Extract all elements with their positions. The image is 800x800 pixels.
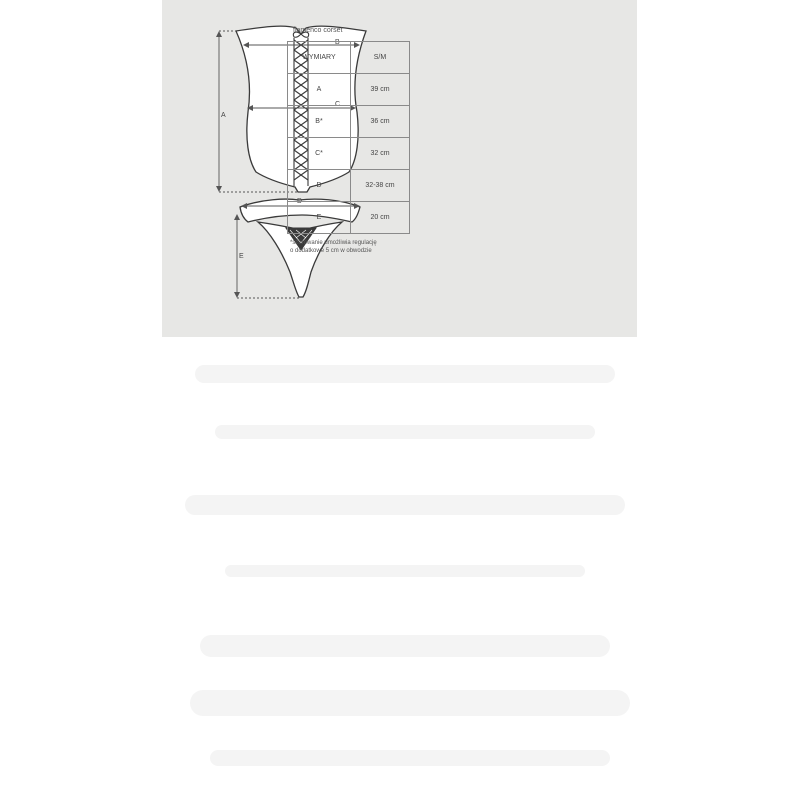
table-row (288, 170, 410, 202)
dimension-c-label: C (335, 101, 341, 108)
table-row (288, 106, 410, 138)
table-cell-dimension: C* (288, 138, 351, 170)
adjustment-footnote (290, 239, 420, 255)
table-cell-value: 32 cm (351, 138, 410, 170)
table-cell-dimension: B* (288, 106, 351, 138)
size-table-header-size: S/M (351, 42, 410, 74)
table-cell-dimension: E (288, 202, 351, 234)
table-cell-value: 39 cm (351, 74, 410, 106)
table-cell-value: 36 cm (351, 106, 410, 138)
footnote-line-2: o dodatkowe 5 cm w obwodzie (290, 248, 372, 254)
product-title: flamenco corset (293, 27, 343, 34)
dimension-b-label: B (335, 39, 340, 46)
size-table-header-row (288, 42, 410, 74)
table-row (288, 74, 410, 106)
table-row (288, 202, 410, 234)
size-table (287, 41, 410, 234)
dimension-e-label: E (239, 253, 244, 260)
dimension-a-label: A (221, 112, 226, 119)
footnote-line-1: *szurowanie umożliwia regulację (290, 240, 377, 246)
table-cell-value: 32-38 cm (351, 170, 410, 202)
background-haze (185, 345, 635, 790)
table-cell-dimension: A (288, 74, 351, 106)
table-row (288, 138, 410, 170)
table-cell-dimension: D (288, 170, 351, 202)
dimension-d-label: D (297, 198, 303, 205)
table-cell-value: 20 cm (351, 202, 410, 234)
size-table-header-dimension: WYMIARY (288, 42, 351, 74)
